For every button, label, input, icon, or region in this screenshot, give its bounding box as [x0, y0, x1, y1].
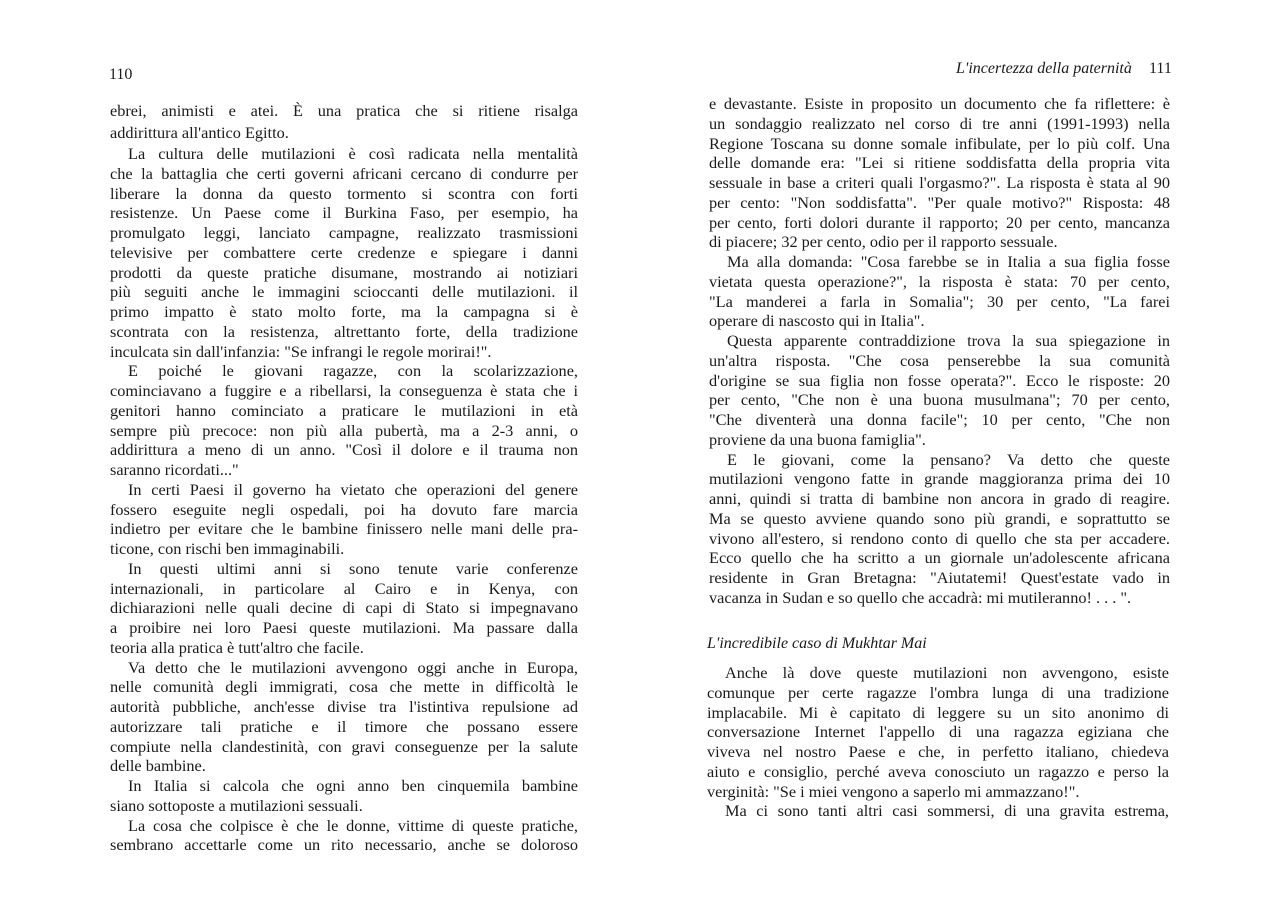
section-body [707, 663, 1169, 821]
text-line: ticone, con rischi ben immaginabili. [110, 539, 345, 558]
text-line: "La manderei a farla in Somalia"; 30 per cento, "La farei [709, 291, 1170, 311]
text-line: liberare la donna da questo tormento si scontra con forti [110, 183, 578, 203]
text-line: siano sottoposte a mutilazioni sessuali. [110, 795, 363, 815]
text-line: per cento, "Che non è una buona musulmana"; 70 per cento, [709, 390, 1170, 410]
text-line: primo impatto è stato molto forte, ma la campagna si è [110, 302, 578, 321]
paragraph [110, 816, 578, 856]
text-line: Ma ci sono tanti altri casi sommersi, di una gravita estrema, [725, 801, 1169, 821]
text-line: E poiché le giovani ragazze, con la scolarizzazione, [128, 361, 578, 381]
text-line: comunque per certe ragazze l'ombra lunga di una tradizione [707, 682, 1169, 702]
text-line: un'altra risposta. "Che cosa penserebbe la sua comunità [709, 350, 1170, 370]
text-line: conversazione Internet l'appello di una ragazza egiziana che [707, 722, 1169, 742]
paragraph [110, 559, 578, 658]
text-line: operare di nascosto qui in Italia". [709, 311, 925, 331]
text-line: In questi ultimi anni si sono tenute varie conferenze [128, 558, 578, 578]
text-line: anni, quindi si tratta di bambine non ancora in grado di reagire. [709, 489, 1170, 508]
text-line: autorizzare tali pratiche e il timore che possano essere [110, 716, 578, 736]
text-line: teoria alla pratica è tutt'altro che facile. [110, 637, 364, 657]
paragraph [110, 361, 578, 480]
text-line: vacanza in Sudan e so quello che accadrà: mi mutileranno! . . . ". [709, 587, 1132, 607]
text-line: vietata questa operazione?", la risposta è stata: 70 per cento, [709, 271, 1170, 291]
text-line: ebrei, animisti e atei. È una pratica che si ritiene risalga [110, 101, 578, 120]
text-line: televisive per combattere certe credenze e spiegare i danni [110, 242, 578, 262]
paragraph [110, 480, 578, 559]
text-line: inculcata sin dall'infanzia: "Se infrangi le regole morirai!". [110, 341, 492, 361]
text-line: addirittura a meno di un anno. "Così il dolore e il trauma non [110, 440, 578, 460]
text-line: implacabile. Mi è capitato di leggere su un sito anonimo di [707, 702, 1169, 722]
text-line: indietro per evitare che le bambine finissero nelle mani delle pra- [110, 519, 578, 539]
text-line: fossero eseguite negli ospedali, poi ha dovuto fare marcia [110, 499, 578, 519]
text-line: Ma alla domanda: "Cosa farebbe se in Italia a sua figlia fosse [727, 252, 1170, 271]
right-page-body [709, 94, 1170, 608]
text-line: più seguiti anche le immagini scioccanti delle mutilazioni. il [110, 282, 578, 302]
text-line: cominciavano a fuggire e a ribellarsi, la conseguenza è stata che i [110, 381, 578, 400]
text-line: La cosa che colpisce è che le donne, vittime di queste pratiche, [128, 815, 578, 835]
text-line: a proibire nei loro Paesi queste mutilazioni. Ma passare dalla [110, 618, 578, 637]
text-line: Anche là dove queste mutilazioni non avvengono, esiste [725, 663, 1169, 682]
text-line: In Italia si calcola che ogni anno ben cinquemila bambine [128, 776, 578, 795]
text-line: compiute nella clandestinità, con gravi conseguenze per la salute [110, 736, 578, 756]
text-line: addirittura all'antico Egitto. [110, 123, 289, 142]
text-line: di piacere; 32 per cento, odio per il rapporto sessuale. [709, 232, 1058, 252]
text-line: un sondaggio realizzato nel corso di tre anni (1991-1993) nella [709, 113, 1170, 133]
paragraph [709, 450, 1170, 608]
text-line: per cento, forti dolori durante il rapporto; 20 per cento, mancanza [709, 212, 1170, 232]
paragraph [110, 144, 578, 361]
paragraph [110, 100, 578, 144]
page-number: 110 [109, 66, 133, 83]
text-line: residente in Gran Bretagna: "Aiutatemi! Quest'estate vado in [709, 568, 1170, 587]
text-line: sembrano accettarle come un rito necessario, anche se doloroso [110, 835, 578, 855]
text-line: proviene da una buona famiglia". [709, 429, 926, 449]
text-line: scontrata con la resistenza, altrettanto forte, della tradizione [110, 321, 578, 341]
text-line: autorità pubbliche, anch'esse divise tra l'istintiva repulsione ad [110, 697, 578, 716]
text-line: che la battaglia che certi governi africani cercano di condurre per [110, 163, 578, 183]
section-heading: L'incredibile caso di Mukhtar Mai [707, 635, 927, 652]
text-line: viveva nel nostro Paese e che, in perfetto italiano, chiedeva [707, 742, 1169, 761]
paragraph [707, 801, 1169, 821]
text-line: promulgato leggi, lanciato campagne, realizzato trasmissioni [110, 223, 578, 242]
running-head: L'incertezza della paternità [956, 60, 1132, 77]
text-line: Va detto che le mutilazioni avvengono oggi anche in Europa, [128, 657, 578, 677]
text-line: La cultura delle mutilazioni è così radicata nella mentalità [128, 144, 578, 163]
left-page-body [110, 100, 578, 855]
text-line: mutilazioni vengono fatte in grande maggioranza prima dei 10 [709, 469, 1170, 489]
text-line: internazionali, in particolare al Cairo e in Kenya, con [110, 578, 578, 598]
text-line: Regione Toscana su donne somale infibulate, per lo più colf. Una [709, 133, 1170, 153]
text-line: aiuto e consiglio, perché aveva conosciuto un ragazzo e perso la [707, 761, 1169, 781]
text-line: Ecco quello che ha scritto a un giornale un'adolescente africana [709, 548, 1170, 568]
text-line: sessuale in base a criteri quali l'orgasmo?". La risposta è stata al 90 [709, 173, 1170, 192]
text-line: sempre più precoce: non più alla pubertà, ma a 2-3 anni, o [110, 420, 578, 440]
text-line: vivono all'estero, si rendono conto di quello che sta per accadere. [709, 528, 1170, 548]
text-line: E le giovani, come la pensano? Va detto che queste [727, 449, 1170, 469]
text-line: Questa apparente contraddizione trova la sua spiegazione in [727, 331, 1170, 350]
text-line: delle domande era: "Lei si ritiene soddisfatta della propria vita [709, 153, 1170, 173]
text-line: saranno ricordati..." [110, 460, 239, 479]
text-line: dichiarazioni nelle quali decine di capi di Stato si impegnavano [110, 598, 578, 618]
text-line: "Che diventerà una donna facile"; 10 per cento, "Che non [709, 410, 1170, 429]
text-line: prodotti da queste pratiche disumane, mostrando ai notiziari [110, 262, 578, 282]
text-line: In certi Paesi il governo ha vietato che operazioni del genere [128, 479, 578, 499]
text-line: delle bambine. [110, 756, 206, 776]
text-line: verginità: "Se i miei vengono a saperlo mi ammazzano!". [707, 781, 1080, 801]
paragraph [709, 252, 1170, 331]
paragraph [707, 663, 1169, 801]
text-line: genitori hanno cominciato a praticare le mutilazioni in età [110, 400, 578, 420]
paragraph [110, 776, 578, 816]
paragraph [709, 94, 1170, 252]
text-line: per cento: "Non soddisfatta". "Per quale motivo?" Risposta: 48 [709, 192, 1170, 212]
page-number: 111 [1149, 60, 1172, 77]
text-line: nelle comunità degli immigrati, cosa che mette in difficoltà le [110, 677, 578, 697]
text-line: e devastante. Esiste in proposito un documento che fa riflettere: è [709, 94, 1170, 113]
text-line: d'origine se sua figlia non fosse operata?". Ecco le risposte: 20 [709, 370, 1170, 390]
text-line: resistenze. Un Paese come il Burkina Faso, per esempio, ha [110, 203, 578, 223]
text-line: Ma se questo avviene quando sono più grandi, e soprattutto se [709, 508, 1170, 528]
paragraph [709, 331, 1170, 450]
paragraph [110, 658, 578, 777]
